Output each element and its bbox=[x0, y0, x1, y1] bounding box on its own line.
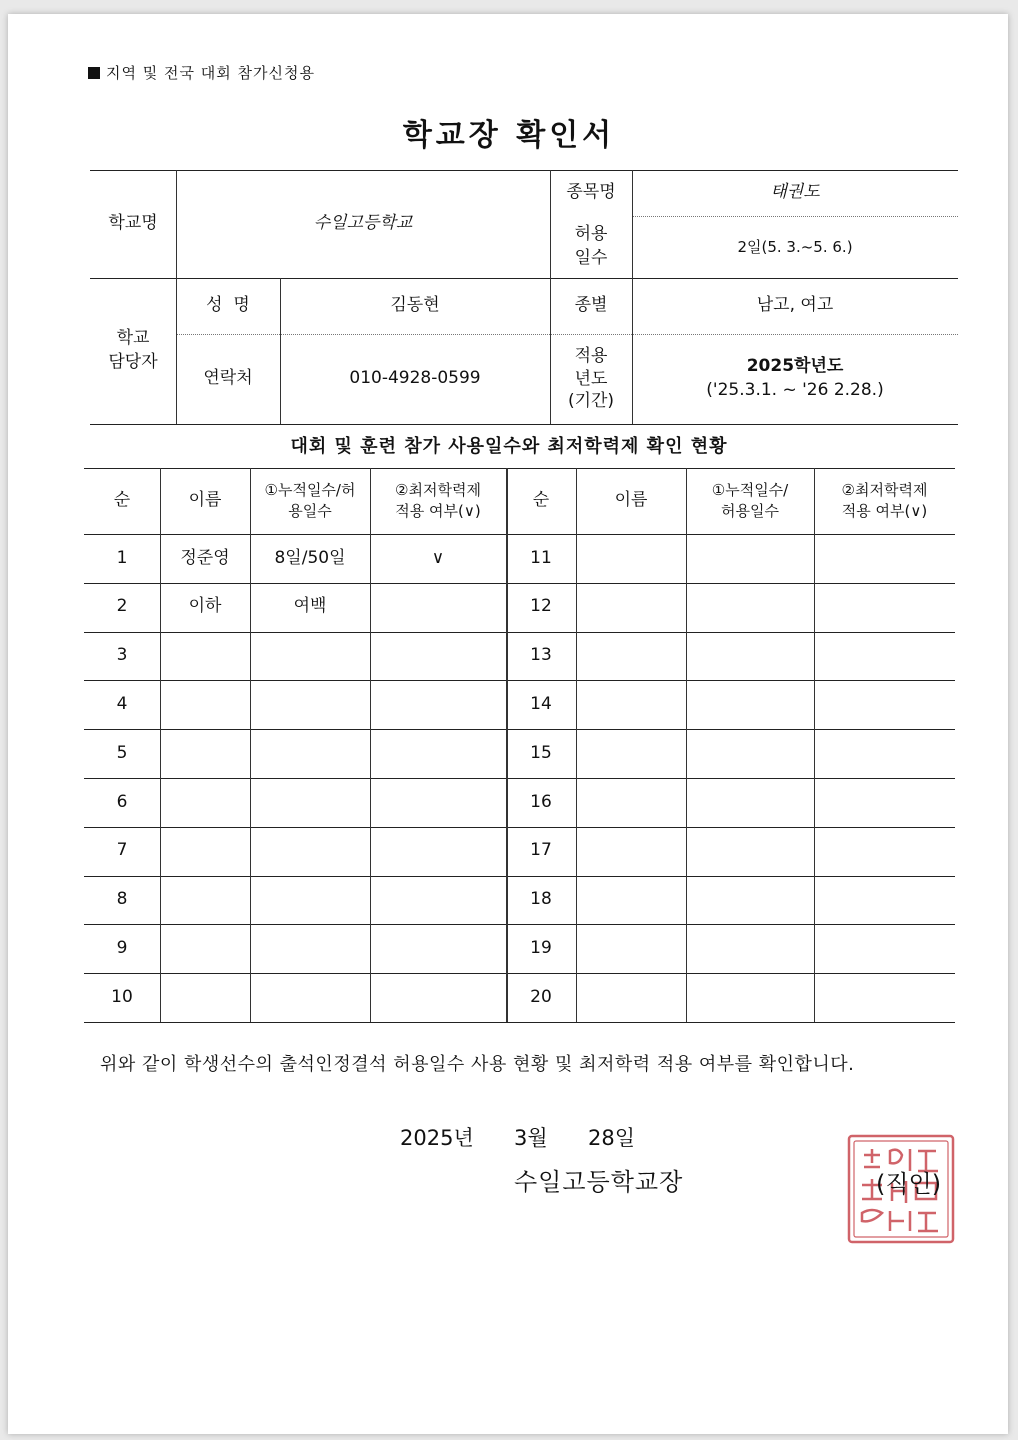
school-label: 학교명 bbox=[108, 213, 158, 234]
section-title: 대회 및 훈련 참가 사용일수와 최저학력제 확인 현황 bbox=[290, 436, 728, 457]
date-month: 3월 bbox=[514, 1126, 548, 1150]
category-label: 종별 bbox=[574, 295, 608, 316]
cell-no: 10 bbox=[111, 986, 133, 1007]
cell-no: 14 bbox=[530, 693, 552, 714]
cell-no: 9 bbox=[116, 937, 128, 958]
header-days-right bbox=[686, 468, 814, 534]
cell-days bbox=[686, 680, 814, 729]
header-min-grade-right bbox=[814, 468, 955, 534]
cell-no: 2 bbox=[116, 596, 128, 617]
cell-name bbox=[576, 924, 686, 973]
name-value: 김동현 bbox=[390, 295, 440, 316]
cell-no: 11 bbox=[530, 547, 552, 568]
principal-title: 수일고등학교장 bbox=[514, 1168, 684, 1196]
cell-no: 3 bbox=[116, 645, 128, 666]
header-no-right bbox=[506, 468, 576, 534]
header-name-right-line1: 이름 bbox=[614, 490, 648, 511]
cell-no: 18 bbox=[530, 889, 552, 910]
cell-min-grade bbox=[370, 583, 506, 632]
cell-min-grade bbox=[814, 534, 955, 583]
cell-name bbox=[160, 973, 250, 1022]
cell-min-grade bbox=[814, 778, 955, 827]
cell-min-grade bbox=[814, 583, 955, 632]
header-min-grade-right-line1: ②최저학력제 bbox=[841, 481, 928, 499]
header-min-grade-line2: 적용 여부(∨) bbox=[395, 502, 481, 520]
cell-days: 8일/50일 bbox=[274, 547, 346, 568]
cell-no: 19 bbox=[530, 937, 552, 958]
header-days-right-line2: 허용일수 bbox=[721, 502, 779, 520]
header-days-line2: 용일수 bbox=[288, 502, 332, 520]
cell-days bbox=[686, 729, 814, 778]
header-no bbox=[84, 468, 160, 534]
cell-name bbox=[160, 876, 250, 925]
date-year: 2025년 bbox=[400, 1126, 474, 1150]
cell-min-grade bbox=[370, 778, 506, 827]
cell-min-grade bbox=[814, 827, 955, 876]
cell-min-grade bbox=[370, 876, 506, 925]
allowed-days-label-line1: 허용 bbox=[574, 224, 608, 245]
cell-name bbox=[576, 534, 686, 583]
cell-min-grade bbox=[814, 924, 955, 973]
cell-name bbox=[160, 680, 250, 729]
cell-min-grade bbox=[370, 924, 506, 973]
header-min-grade bbox=[370, 468, 506, 534]
cell-days bbox=[686, 583, 814, 632]
period-label-line2: 년도 bbox=[574, 368, 608, 389]
category-value: 남고, 여고 bbox=[756, 295, 834, 316]
period-label-line1: 적용 bbox=[574, 345, 608, 366]
cell-no: 20 bbox=[530, 986, 552, 1007]
table-rule-bottom bbox=[84, 1022, 955, 1023]
cell-no: 13 bbox=[530, 645, 552, 666]
cell-name bbox=[576, 583, 686, 632]
square-bullet-icon bbox=[88, 67, 100, 79]
header-name bbox=[160, 468, 250, 534]
date-day: 28일 bbox=[588, 1126, 636, 1150]
cell-name bbox=[160, 729, 250, 778]
cell-name bbox=[576, 778, 686, 827]
cell-days bbox=[250, 876, 370, 925]
cell-no: 15 bbox=[530, 742, 552, 763]
cell-name bbox=[576, 729, 686, 778]
cell-min-grade bbox=[370, 632, 506, 681]
cell-no: 6 bbox=[116, 791, 128, 812]
cell-no: 4 bbox=[116, 693, 128, 714]
cell-min-grade bbox=[814, 876, 955, 925]
confirm-text: 위와 같이 학생선수의 출석인정결석 허용일수 사용 현황 및 최저학력 적용 여부를 확인합니다. bbox=[100, 1054, 855, 1075]
cell-days bbox=[250, 924, 370, 973]
cell-days bbox=[686, 924, 814, 973]
cell-days bbox=[686, 876, 814, 925]
staff-label bbox=[90, 278, 176, 424]
sport-value: 태권도 bbox=[770, 182, 820, 203]
period-value-year: 2025학년도 bbox=[746, 356, 844, 377]
staff-label-line2: 담당자 bbox=[108, 352, 158, 372]
cell-min-grade bbox=[814, 680, 955, 729]
cell-name bbox=[160, 778, 250, 827]
cell-name bbox=[160, 924, 250, 973]
header-note-text: 지역 및 전국 대회 참가신청용 bbox=[106, 64, 315, 82]
sport-label: 종목명 bbox=[566, 182, 616, 203]
school-value: 수일고등학교 bbox=[313, 213, 413, 234]
cell-name: 이하 bbox=[188, 596, 222, 617]
cell-min-grade bbox=[370, 973, 506, 1022]
allowed-days-label-line2: 일수 bbox=[574, 248, 608, 268]
cell-name bbox=[576, 680, 686, 729]
cell-min-grade bbox=[370, 827, 506, 876]
header-min-grade-right-line2: 적용 여부(∨) bbox=[841, 502, 928, 520]
cell-min-grade bbox=[370, 729, 506, 778]
header-min-grade-line1: ②최저학력제 bbox=[395, 481, 481, 499]
seal-label: (직인) bbox=[876, 1170, 942, 1198]
header-note bbox=[88, 62, 315, 83]
cell-days bbox=[686, 973, 814, 1022]
cell-no: 5 bbox=[116, 742, 128, 763]
header-days-right-line1: ①누적일수/ bbox=[711, 481, 789, 499]
cell-days bbox=[250, 632, 370, 681]
cell-name bbox=[576, 632, 686, 681]
cell-days bbox=[250, 973, 370, 1022]
cell-no: 12 bbox=[530, 596, 552, 617]
header-no-right-line1: 순 bbox=[532, 490, 550, 511]
cell-name bbox=[160, 632, 250, 681]
period-label-line3: (기간) bbox=[567, 391, 615, 412]
cell-no: 1 bbox=[116, 547, 128, 568]
cell-no: 7 bbox=[116, 840, 128, 861]
period-value-range: ('25.3.1. ~ '26 2.28.) bbox=[706, 380, 884, 400]
allowed-days-label bbox=[550, 216, 632, 278]
staff-label-line1: 학교 bbox=[116, 328, 150, 349]
header-name-line1: 이름 bbox=[188, 490, 222, 511]
cell-name bbox=[576, 876, 686, 925]
cell-min-grade bbox=[814, 973, 955, 1022]
cell-days bbox=[250, 778, 370, 827]
cell-no: 16 bbox=[530, 791, 552, 812]
allowed-days-value: 2일(5. 3.~5. 6.) bbox=[737, 237, 853, 256]
cell-min-grade bbox=[370, 680, 506, 729]
cell-no: 8 bbox=[116, 889, 128, 910]
period-label bbox=[550, 334, 632, 424]
contact-value: 010-4928-0599 bbox=[349, 368, 481, 389]
cell-name bbox=[160, 827, 250, 876]
cell-name bbox=[576, 827, 686, 876]
cell-min-grade: ∨ bbox=[431, 547, 445, 568]
cell-days bbox=[250, 680, 370, 729]
page-title: 학교장 확인서 bbox=[402, 118, 616, 153]
cell-name bbox=[576, 973, 686, 1022]
cell-days bbox=[250, 827, 370, 876]
header-name-right bbox=[576, 468, 686, 534]
cell-no: 17 bbox=[530, 840, 552, 861]
contact-label: 연락처 bbox=[203, 368, 253, 389]
header-no-line1: 순 bbox=[113, 490, 131, 511]
cell-days bbox=[686, 534, 814, 583]
name-label: 성 명 bbox=[206, 295, 250, 316]
cell-days bbox=[686, 778, 814, 827]
cell-name: 정준영 bbox=[180, 547, 230, 568]
cell-days bbox=[686, 827, 814, 876]
period-value bbox=[632, 334, 958, 424]
cell-min-grade bbox=[814, 632, 955, 681]
cell-days bbox=[250, 729, 370, 778]
header-days bbox=[250, 468, 370, 534]
cell-days bbox=[686, 632, 814, 681]
cell-min-grade bbox=[814, 729, 955, 778]
cell-days: 여백 bbox=[293, 596, 327, 617]
header-days-line1: ①누적일수/허 bbox=[264, 481, 356, 499]
